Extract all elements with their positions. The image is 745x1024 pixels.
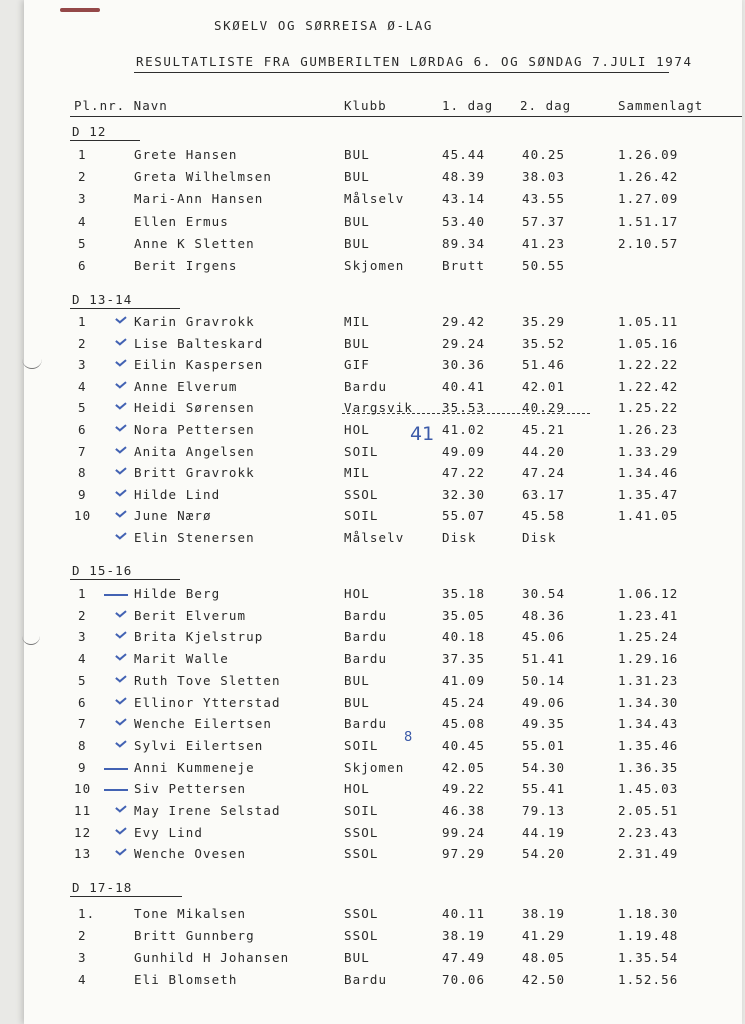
check-mark-icon: [116, 316, 128, 324]
cell-club: Bardu: [344, 379, 388, 394]
cell-d2: 50.55: [522, 258, 566, 273]
cell-d1: 46.38: [442, 803, 486, 818]
col-header-total: Sammenlagt: [618, 98, 704, 113]
handwritten-correction: 41: [410, 423, 435, 445]
cell-total: 1.33.29: [618, 444, 679, 459]
cell-total: 1.19.48: [618, 928, 679, 943]
document-subtitle: RESULTATLISTE FRA GUMBERILTEN LØRDAG 6. OG SØNDAG 7.JULI 1974: [136, 54, 693, 69]
cell-total: 1.05.11: [618, 314, 679, 329]
cell-name: Mari-Ann Hansen: [134, 191, 264, 206]
cell-pl: 11: [74, 803, 92, 818]
cell-total: 1.06.12: [618, 586, 679, 601]
cell-d2: 45.06: [522, 629, 566, 644]
cell-d1: 45.08: [442, 716, 486, 731]
check-mark-icon: [116, 805, 128, 813]
cell-d2: 51.46: [522, 357, 566, 372]
cell-d2: 41.29: [522, 928, 566, 943]
cell-club: BUL: [344, 673, 370, 688]
cell-pl: 6: [78, 695, 87, 710]
cell-d1: 38.19: [442, 928, 486, 943]
cell-total: 1.35.46: [618, 738, 679, 753]
cell-club: BUL: [344, 236, 370, 251]
cell-d2: 55.41: [522, 781, 566, 796]
check-mark-icon: [116, 359, 128, 367]
check-mark-icon: [116, 610, 128, 618]
cell-name: Anita Angelsen: [134, 444, 255, 459]
cell-total: 2.10.57: [618, 236, 679, 251]
cell-d2: Disk: [522, 530, 557, 545]
cell-d2: 35.52: [522, 336, 566, 351]
cell-club: SOIL: [344, 803, 379, 818]
cell-name: Ruth Tove Sletten: [134, 673, 281, 688]
cell-club: BUL: [344, 169, 370, 184]
cell-name: Anne K Sletten: [134, 236, 255, 251]
cell-pl: 6: [78, 422, 87, 437]
section-underline: [70, 896, 182, 897]
cell-pl: 12: [74, 825, 92, 840]
cell-d1: 47.22: [442, 465, 486, 480]
cell-pl: 2: [78, 928, 87, 943]
check-mark-icon: [116, 402, 128, 410]
cell-club: SOIL: [344, 738, 379, 753]
cell-pl: 4: [78, 214, 87, 229]
cell-club: SSOL: [344, 487, 379, 502]
red-ink-mark: [60, 8, 100, 12]
cell-d1: 40.45: [442, 738, 486, 753]
cell-total: 2.23.43: [618, 825, 679, 840]
cell-d1: 40.11: [442, 906, 486, 921]
section-label: D 15-16: [72, 563, 133, 578]
cell-d2: 30.54: [522, 586, 566, 601]
dash-mark-icon: [104, 594, 128, 596]
cell-pl: 2: [78, 169, 87, 184]
cell-club: BUL: [344, 214, 370, 229]
section-label: D 17-18: [72, 880, 133, 895]
cell-pl: 10: [74, 781, 92, 796]
cell-total: 2.31.49: [618, 846, 679, 861]
cell-name: Marit Walle: [134, 651, 229, 666]
cell-club: GIF: [344, 357, 370, 372]
cell-name: Siv Pettersen: [134, 781, 247, 796]
cell-pl: 5: [78, 400, 87, 415]
dash-mark-icon: [104, 768, 128, 770]
cell-pl: 3: [78, 950, 87, 965]
cell-total: 1.34.43: [618, 716, 679, 731]
cell-club: MIL: [344, 465, 370, 480]
cell-name: Wenche Eilertsen: [134, 716, 273, 731]
cell-pl: 4: [78, 379, 87, 394]
cell-pl: 10: [74, 508, 92, 523]
cell-total: 1.22.22: [618, 357, 679, 372]
cell-name: Grete Hansen: [134, 147, 238, 162]
cell-club: SOIL: [344, 508, 379, 523]
cell-d1: Brutt: [442, 258, 486, 273]
cell-name: Karin Gravrokk: [134, 314, 255, 329]
cell-pl: 2: [78, 336, 87, 351]
dash-mark-icon: [104, 789, 128, 791]
cell-pl: 7: [78, 716, 87, 731]
cell-d2: 42.01: [522, 379, 566, 394]
cell-total: 1.18.30: [618, 906, 679, 921]
section-label: D 12: [72, 124, 107, 139]
cell-pl: 1: [78, 314, 87, 329]
cell-name: Anni Kummeneje: [134, 760, 255, 775]
cell-d1: 35.05: [442, 608, 486, 623]
cell-d2: 43.55: [522, 191, 566, 206]
cell-pl: 1.: [78, 906, 96, 921]
cell-club: Bardu: [344, 716, 388, 731]
cell-name: Lise Balteskard: [134, 336, 264, 351]
cell-club: MIL: [344, 314, 370, 329]
cell-total: 1.34.30: [618, 695, 679, 710]
cell-total: 1.34.46: [618, 465, 679, 480]
document-title: SKØELV OG SØRREISA Ø-LAG: [214, 18, 434, 33]
cell-club: Vargsvik: [344, 400, 414, 415]
cell-pl: 2: [78, 608, 87, 623]
check-mark-icon: [116, 467, 128, 475]
cell-total: 1.29.16: [618, 651, 679, 666]
cell-name: May Irene Selstad: [134, 803, 281, 818]
cell-d1: 35.53: [442, 400, 486, 415]
cell-d1: 29.42: [442, 314, 486, 329]
cell-d1: 55.07: [442, 508, 486, 523]
cell-pl: 5: [78, 673, 87, 688]
cell-name: Ellen Ermus: [134, 214, 229, 229]
cell-pl: 7: [78, 444, 87, 459]
cell-d2: 50.14: [522, 673, 566, 688]
section-label: D 13-14: [72, 292, 133, 307]
cell-pl: 3: [78, 629, 87, 644]
cell-club: HOL: [344, 422, 370, 437]
col-header-day2: 2. dag: [520, 98, 572, 113]
cell-d2: 38.19: [522, 906, 566, 921]
cell-club: Skjomen: [344, 760, 405, 775]
cell-d2: 63.17: [522, 487, 566, 502]
cell-total: 1.31.23: [618, 673, 679, 688]
cell-pl: 8: [78, 465, 87, 480]
cell-d1: 45.24: [442, 695, 486, 710]
cell-pl: 4: [78, 972, 87, 987]
cell-total: 1.52.56: [618, 972, 679, 987]
cell-d2: 35.29: [522, 314, 566, 329]
cell-pl: 6: [78, 258, 87, 273]
cell-club: Målselv: [344, 191, 405, 206]
cell-name: Hilde Berg: [134, 586, 221, 601]
cell-d1: 40.18: [442, 629, 486, 644]
cell-club: Bardu: [344, 651, 388, 666]
cell-d2: 42.50: [522, 972, 566, 987]
cell-pl: 9: [78, 487, 87, 502]
cell-club: Bardu: [344, 608, 388, 623]
cell-d2: 57.37: [522, 214, 566, 229]
cell-d1: 49.22: [442, 781, 486, 796]
check-mark-icon: [116, 827, 128, 835]
cell-total: 2.05.51: [618, 803, 679, 818]
section-underline: [70, 579, 180, 580]
cell-d2: 44.19: [522, 825, 566, 840]
cell-total: 1.26.23: [618, 422, 679, 437]
cell-name: Heidi Sørensen: [134, 400, 255, 415]
col-header-plnr-name: Pl.nr. Navn: [74, 98, 168, 113]
col-header-day1: 1. dag: [442, 98, 494, 113]
cell-d1: 32.30: [442, 487, 486, 502]
cell-pl: 3: [78, 191, 87, 206]
cell-club: SSOL: [344, 906, 379, 921]
cell-pl: 4: [78, 651, 87, 666]
cell-d1: 35.18: [442, 586, 486, 601]
cell-club: SSOL: [344, 825, 379, 840]
cell-d2: 48.36: [522, 608, 566, 623]
cell-name: Gunhild H Johansen: [134, 950, 290, 965]
cell-d1: 37.35: [442, 651, 486, 666]
section-underline: [70, 308, 180, 309]
cell-club: HOL: [344, 586, 370, 601]
cell-d2: 45.21: [522, 422, 566, 437]
check-mark-icon: [116, 510, 128, 518]
cell-d2: 45.58: [522, 508, 566, 523]
cell-d2: 38.03: [522, 169, 566, 184]
cell-d1: 41.09: [442, 673, 486, 688]
cell-total: 1.25.24: [618, 629, 679, 644]
cell-club: BUL: [344, 336, 370, 351]
cell-club: SSOL: [344, 928, 379, 943]
cell-club: BUL: [344, 147, 370, 162]
cell-d2: 54.30: [522, 760, 566, 775]
cell-total: 1.27.09: [618, 191, 679, 206]
cell-name: Sylvi Eilertsen: [134, 738, 264, 753]
check-mark-icon: [116, 848, 128, 856]
cell-name: Berit Elverum: [134, 608, 247, 623]
cell-d2: 49.35: [522, 716, 566, 731]
check-mark-icon: [116, 338, 128, 346]
handwritten-mark: 8: [404, 730, 413, 745]
subtitle-underline: [134, 72, 669, 73]
cell-name: Ellinor Ytterstad: [134, 695, 281, 710]
cell-d1: 99.24: [442, 825, 486, 840]
check-mark-icon: [116, 631, 128, 639]
cell-club: SOIL: [344, 444, 379, 459]
cell-d1: 41.02: [442, 422, 486, 437]
check-mark-icon: [116, 675, 128, 683]
cell-total: 1.41.05: [618, 508, 679, 523]
cell-name: Berit Irgens: [134, 258, 238, 273]
cell-d1: 53.40: [442, 214, 486, 229]
check-mark-icon: [116, 718, 128, 726]
cell-d2: 41.23: [522, 236, 566, 251]
check-mark-icon: [116, 381, 128, 389]
cell-club: BUL: [344, 950, 370, 965]
cell-pl: 3: [78, 357, 87, 372]
hole-punch-mark: [22, 632, 40, 645]
header-rule: [70, 116, 742, 117]
cell-d2: 54.20: [522, 846, 566, 861]
cell-d2: 40.25: [522, 147, 566, 162]
cell-total: 1.05.16: [618, 336, 679, 351]
cell-d1: 48.39: [442, 169, 486, 184]
cell-d1: 49.09: [442, 444, 486, 459]
cell-d2: 49.06: [522, 695, 566, 710]
cell-club: Målselv: [344, 530, 405, 545]
cell-name: Anne Elverum: [134, 379, 238, 394]
cell-d1: 47.49: [442, 950, 486, 965]
cell-d2: 44.20: [522, 444, 566, 459]
cell-total: 1.22.42: [618, 379, 679, 394]
cell-total: 1.23.41: [618, 608, 679, 623]
cell-name: Eilin Kaspersen: [134, 357, 264, 372]
cell-pl: 5: [78, 236, 87, 251]
cell-club: Bardu: [344, 629, 388, 644]
cell-d1: 30.36: [442, 357, 486, 372]
check-mark-icon: [116, 489, 128, 497]
cell-name: Britt Gunnberg: [134, 928, 255, 943]
cell-total: 1.51.17: [618, 214, 679, 229]
cell-name: Evy Lind: [134, 825, 204, 840]
cell-club: Bardu: [344, 972, 388, 987]
cell-club: BUL: [344, 695, 370, 710]
cell-club: Skjomen: [344, 258, 405, 273]
cell-d1: 45.44: [442, 147, 486, 162]
cell-d1: 70.06: [442, 972, 486, 987]
cell-total: 1.26.09: [618, 147, 679, 162]
check-mark-icon: [116, 532, 128, 540]
cell-d1: Disk: [442, 530, 477, 545]
cell-total: 1.36.35: [618, 760, 679, 775]
check-mark-icon: [116, 740, 128, 748]
cell-name: Brita Kjelstrup: [134, 629, 264, 644]
cell-pl: 8: [78, 738, 87, 753]
section-underline: [70, 140, 140, 141]
cell-total: 1.26.42: [618, 169, 679, 184]
cell-pl: 1: [78, 147, 87, 162]
cell-d2: 40.29: [522, 400, 566, 415]
cell-name: June Nærø: [134, 508, 212, 523]
check-mark-icon: [116, 697, 128, 705]
strike-through-line: [342, 413, 590, 414]
cell-d1: 89.34: [442, 236, 486, 251]
cell-name: Greta Wilhelmsen: [134, 169, 273, 184]
cell-d1: 42.05: [442, 760, 486, 775]
cell-club: HOL: [344, 781, 370, 796]
cell-name: Elin Stenersen: [134, 530, 255, 545]
cell-club: SSOL: [344, 846, 379, 861]
cell-total: 1.35.47: [618, 487, 679, 502]
check-mark-icon: [116, 424, 128, 432]
cell-pl: 1: [78, 586, 87, 601]
cell-name: Tone Mikalsen: [134, 906, 247, 921]
check-mark-icon: [116, 653, 128, 661]
cell-total: 1.45.03: [618, 781, 679, 796]
cell-name: Wenche Ovesen: [134, 846, 247, 861]
cell-pl: 9: [78, 760, 87, 775]
cell-d2: 55.01: [522, 738, 566, 753]
cell-name: Eli Blomseth: [134, 972, 238, 987]
cell-d2: 48.05: [522, 950, 566, 965]
check-mark-icon: [116, 446, 128, 454]
cell-d1: 43.14: [442, 191, 486, 206]
result-sheet: [24, 0, 742, 1024]
cell-total: 1.35.54: [618, 950, 679, 965]
cell-d2: 51.41: [522, 651, 566, 666]
col-header-club: Klubb: [344, 98, 387, 113]
cell-total: 1.25.22: [618, 400, 679, 415]
cell-d2: 47.24: [522, 465, 566, 480]
cell-d2: 79.13: [522, 803, 566, 818]
cell-pl: 13: [74, 846, 92, 861]
cell-name: Britt Gravrokk: [134, 465, 255, 480]
cell-name: Hilde Lind: [134, 487, 221, 502]
cell-d1: 29.24: [442, 336, 486, 351]
cell-name: Nora Pettersen: [134, 422, 255, 437]
hole-punch-mark: [22, 356, 42, 369]
cell-d1: 97.29: [442, 846, 486, 861]
cell-d1: 40.41: [442, 379, 486, 394]
